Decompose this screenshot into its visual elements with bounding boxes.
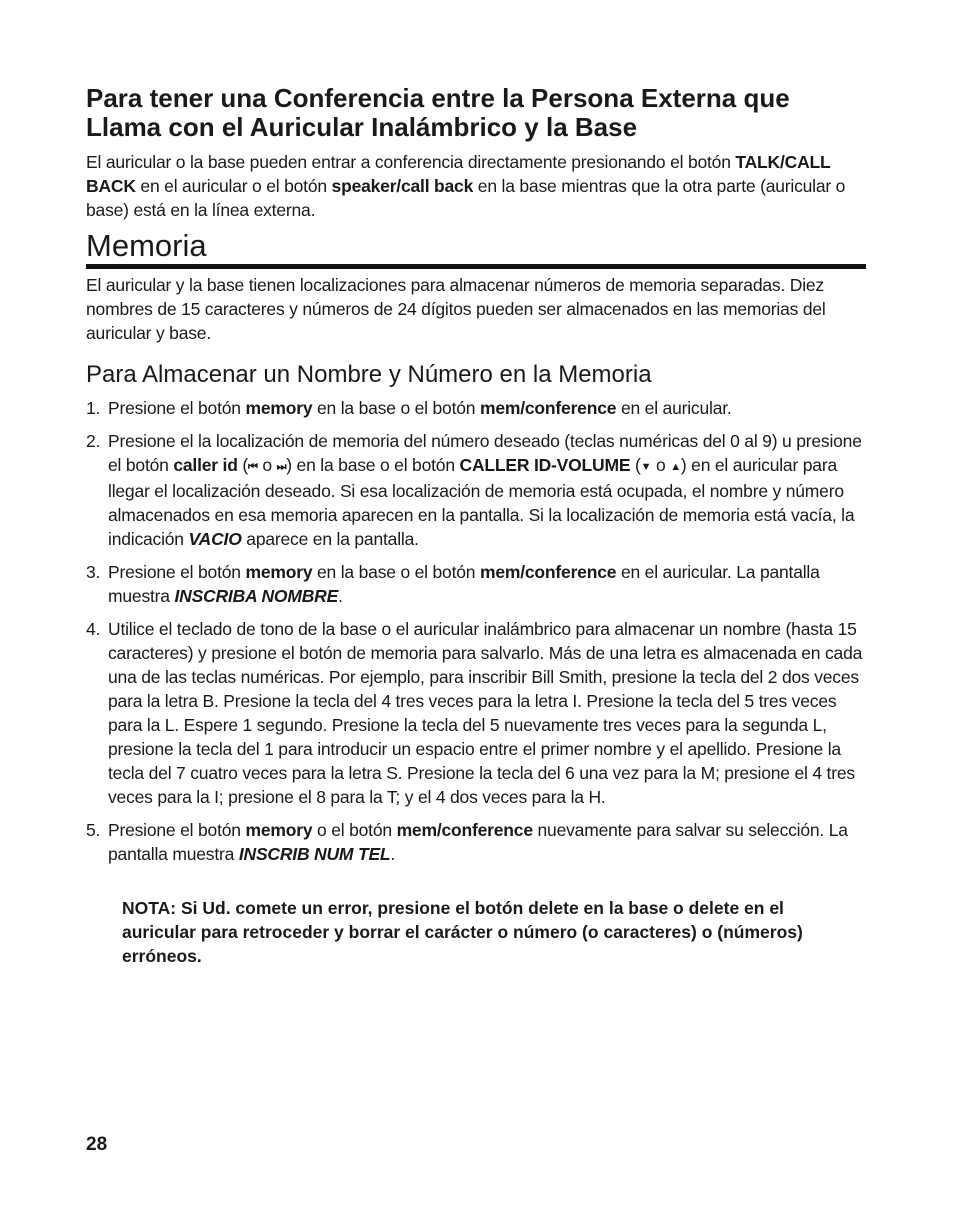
arrow-up-icon: ▲ <box>670 461 681 473</box>
text: Utilice el teclado de tono de la base o el auricular inalámbrico para almacenar un nombre (hasta 15 caracteres) y presione el botón de memoria para salvarlo. Más de una letra es almacenada en cada una de las teclas numéricas. Por ejemplo, para inscribir Bill Smith, presione la tecla del 2 dos veces para la letra B. Presione la tecla del 4 tres veces para la letra I. Presione la tecla del 5 tres veces para la L. Espere 1 segundo. Presione la tecla del 5 nuevamente tres veces para la segunda L, presione la tecla del 1 para introducir un espacio entre el primer nombre y el apellido. Presione la tecla del 7 cuatro veces para la letra S. Presione la tecla del 6 una vez para la M; presione el 4 tres veces para la I; presione el 8 para la T; y el 4 dos veces para la H. <box>108 619 863 807</box>
text: en el auricular. <box>616 398 732 418</box>
step-number: 1. <box>86 398 101 418</box>
skip-back-icon: ⏮ <box>248 461 258 473</box>
display-vacio: VACIO <box>188 529 242 549</box>
step-2 <box>86 429 866 551</box>
text: ( <box>237 455 248 475</box>
text: aparece en la pantalla. <box>241 529 419 549</box>
paragraph-memoria-intro: El auricular y la base tienen localizaciones para almacenar números de memoria separadas. Diez nombres de 15 caracteres y números de 24 dígitos pueden ser almacenados en las memorias del auricular y base. <box>86 275 826 343</box>
text: o <box>651 455 671 475</box>
text: Presione el botón <box>108 820 246 840</box>
step-1 <box>86 396 866 420</box>
key-talk-call-back: TALK/CALL BACK <box>86 152 831 196</box>
text: ) en el auricular para llegar el localización deseado. Si esa localización de memoria está ocupada, el nombre y número almacenados en esa memoria aparecen en la pantalla. Si la localización de memoria está vacía, la indicación <box>108 455 855 549</box>
note: NOTA: Si Ud. comete un error, presione el botón delete en la base o delete en el auricular para retroceder y borrar el carácter o número (o caracteres) o (números) erróneos. <box>122 898 803 966</box>
text: o <box>257 455 277 475</box>
heading-rule <box>86 264 866 269</box>
text: El auricular o la base pueden entrar a conferencia directamente presionando el botón <box>86 152 736 172</box>
text: Presione el botón <box>108 562 246 582</box>
skip-forward-icon: ⏭ <box>276 461 287 473</box>
text: en la base o el botón <box>312 562 480 582</box>
text: en la base o el botón <box>312 398 480 418</box>
key-caller-id: caller id <box>173 455 238 475</box>
text: o el botón <box>312 820 397 840</box>
heading-memoria: Memoria <box>86 228 207 263</box>
text: en el auricular o el botón <box>135 176 332 196</box>
text: en la base mientras que la otra parte (auricular o base) está en la línea externa. <box>86 176 846 220</box>
key-mem-conference: mem/conference <box>396 820 533 840</box>
step-5 <box>86 818 866 866</box>
key-speaker-call-back: speaker/call back <box>331 176 474 196</box>
text: . <box>390 844 396 864</box>
key-memory: memory <box>245 398 313 418</box>
page-number: 28 <box>86 1134 108 1155</box>
text: ( <box>630 455 641 475</box>
step-3 <box>86 560 866 608</box>
step-number: 3. <box>86 562 101 582</box>
step-number: 2. <box>86 431 101 451</box>
paragraph-conference <box>86 150 866 222</box>
key-mem-conference: mem/conference <box>479 562 617 582</box>
step-number: 4. <box>86 619 101 639</box>
text: en el auricular. La pantalla muestra <box>108 562 820 606</box>
key-mem-conference: mem/conference <box>479 398 617 418</box>
text: ) en la base o el botón <box>286 455 460 475</box>
key-memory: memory <box>245 820 313 840</box>
text: nuevamente para salvar su selección. La pantalla muestra <box>108 820 848 864</box>
display-inscrib-num-tel: INSCRIB NUM TEL <box>238 844 391 864</box>
display-inscriba-nombre: INSCRIBA NOMBRE <box>174 586 339 606</box>
arrow-down-icon: ▼ <box>640 461 652 473</box>
text: Presione el la localización de memoria del número deseado (teclas numéricas del 0 al 9) u presione el botón <box>108 431 862 475</box>
key-memory: memory <box>245 562 313 582</box>
text: Presione el botón <box>108 398 246 418</box>
heading-conference: Para tener una Conferencia entre la Persona Externa que Llama con el Auricular Inalámbrico y la Base <box>86 83 790 142</box>
steps-list <box>86 396 866 866</box>
step-number: 5. <box>86 820 101 840</box>
heading-store-name-number: Para Almacenar un Nombre y Número en la Memoria <box>86 361 652 388</box>
step-4 <box>86 617 866 809</box>
key-caller-id-volume: CALLER ID-VOLUME <box>459 455 631 475</box>
text: . <box>338 586 343 606</box>
